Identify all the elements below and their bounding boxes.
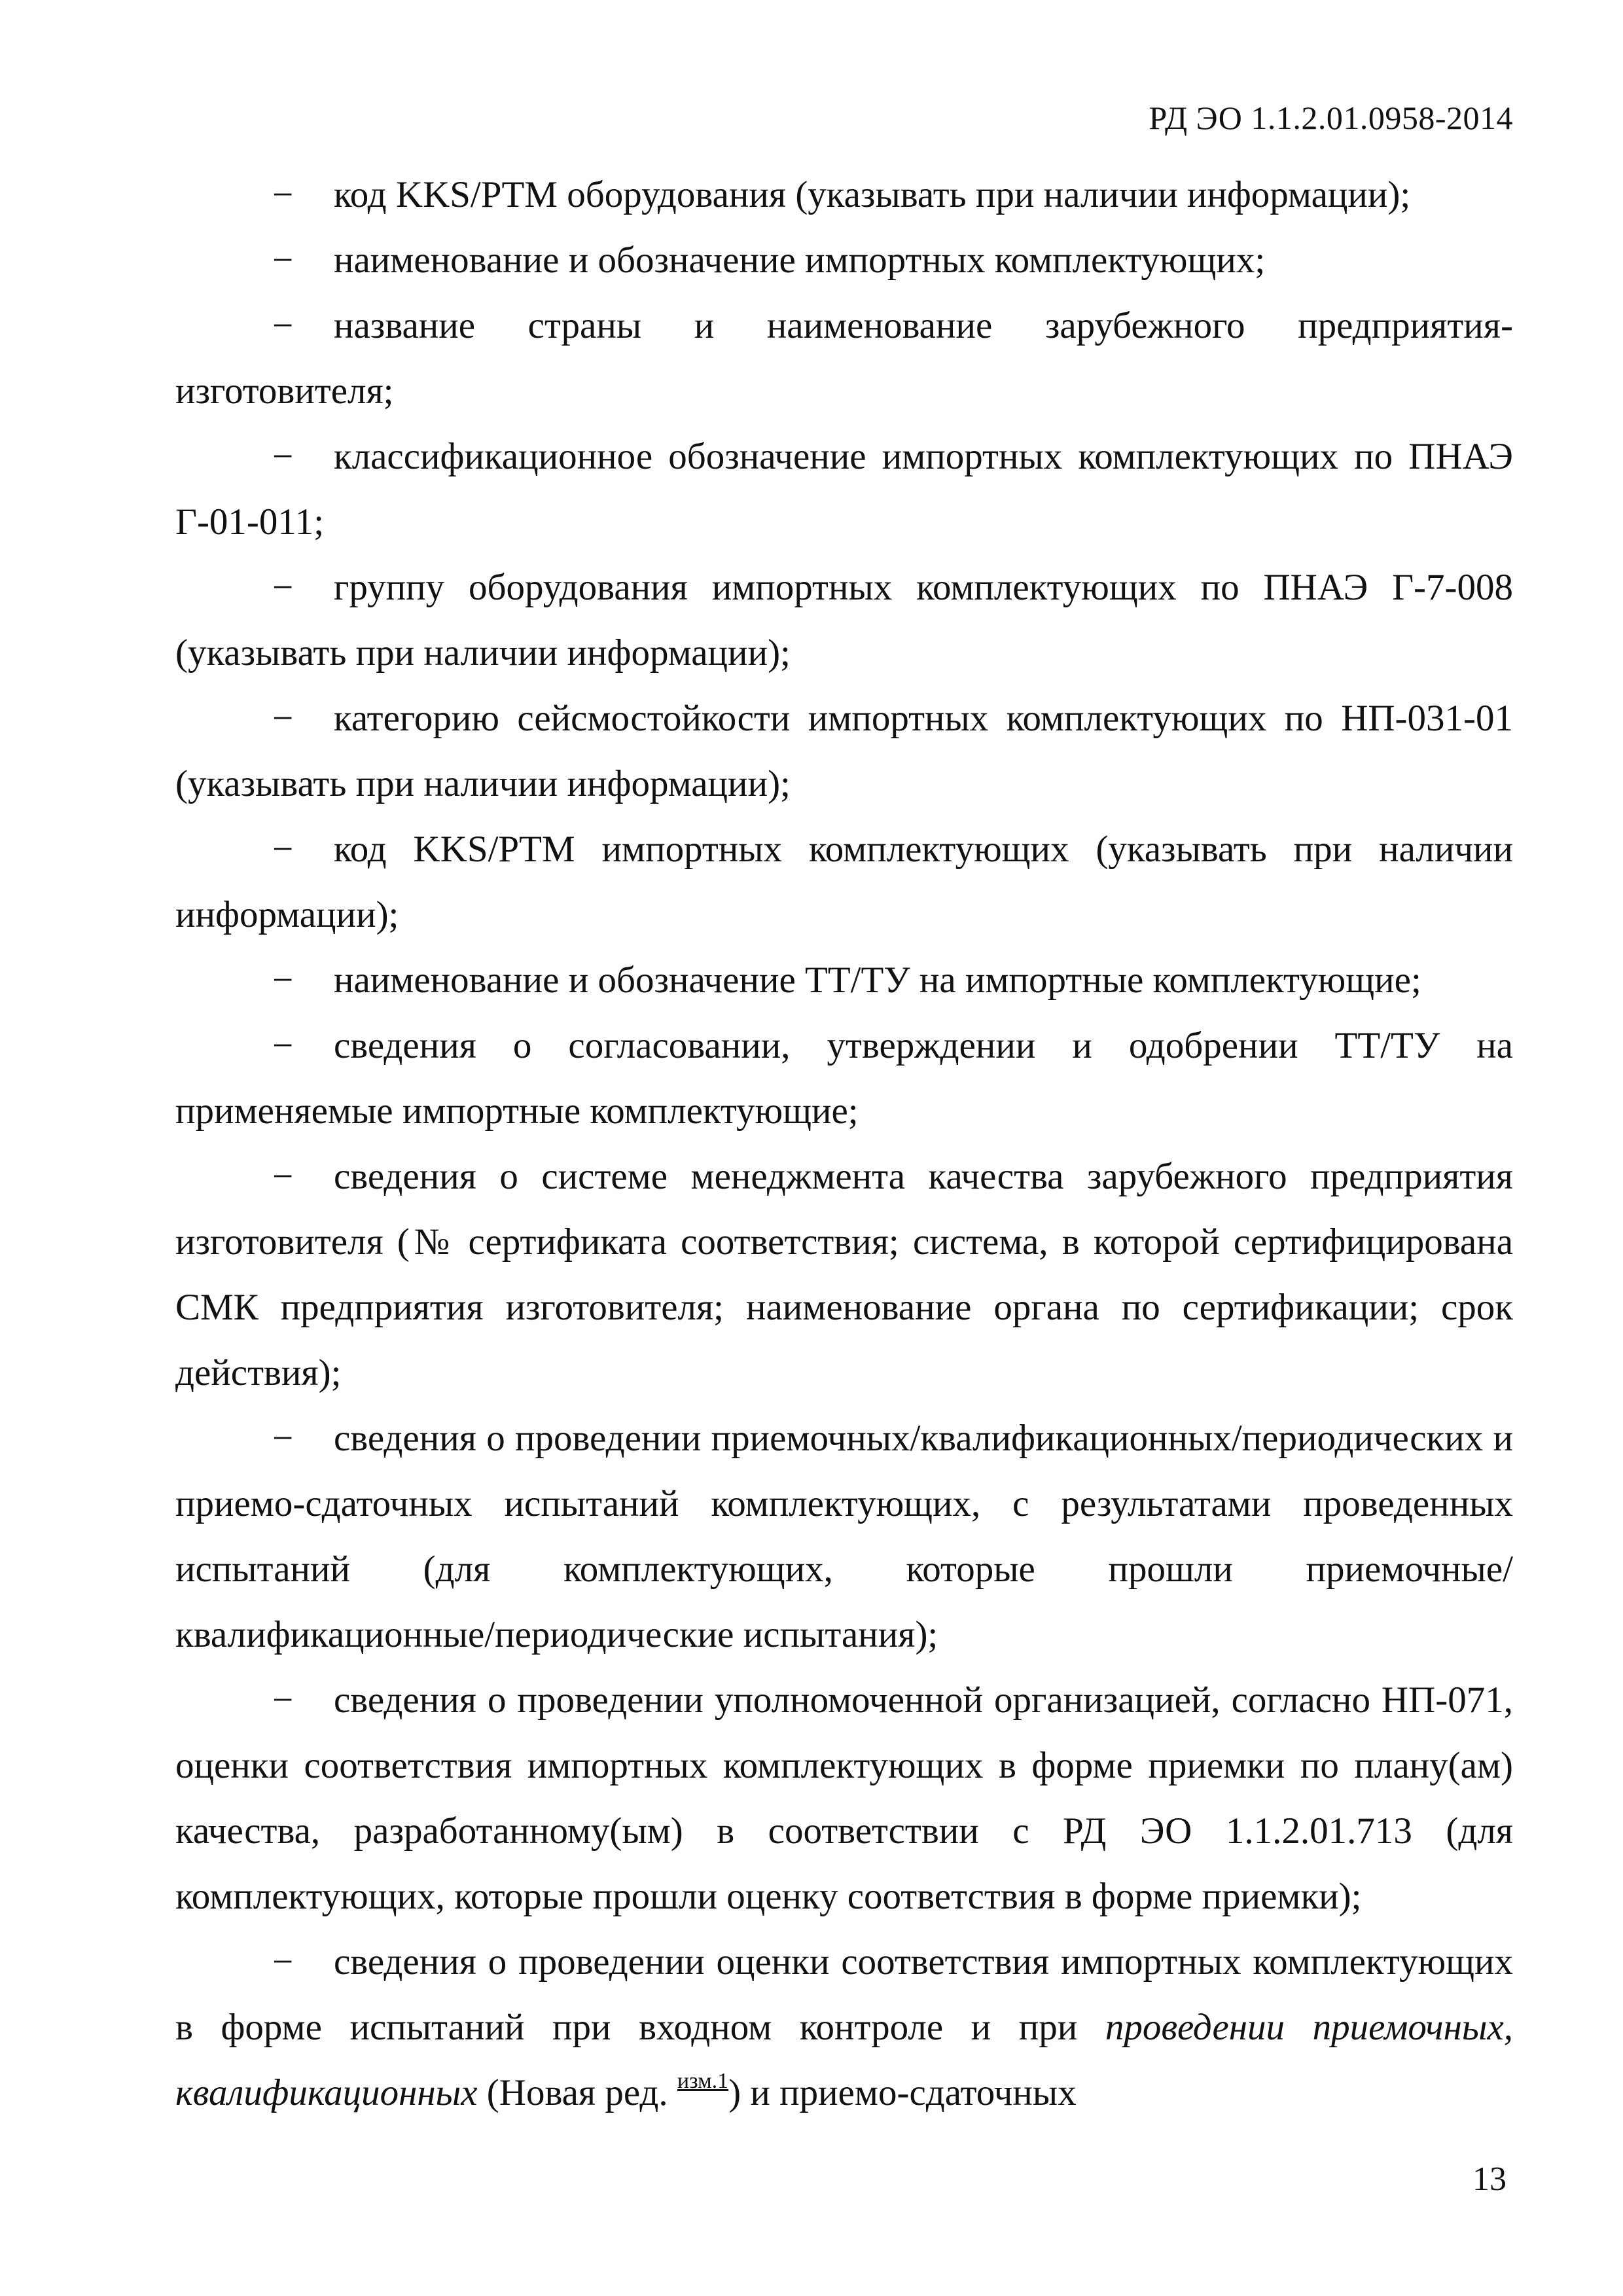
list-item xyxy=(175,686,1513,817)
list-item-text: сведения о проведении уполномоченной организацией, согласно НП-071, оценки соответствия импортных комплектующих в форме приемки по плану(ам) качества, разработанному(ым) в соответствии с РД ЭО 1.1.2.01.713 (для комплектующих, которые прошли оценку соответствия в форме приемки); xyxy=(175,1679,1513,1917)
dash-marker: − xyxy=(272,1156,294,1197)
document-body xyxy=(175,162,1513,2126)
italic-amended-text: проведении приемочных, квалификационных xyxy=(175,2007,1513,2113)
list-item-text: сведения о согласовании, утверждении и одобрении ТТ/ТУ на применяемые импортные комплектующие; xyxy=(175,1025,1513,1132)
list-item-text: категорию сейсмостойкости импортных комплектующих по НП-031-01 (указывать при наличии информации); xyxy=(175,698,1513,804)
list-item xyxy=(175,162,1513,228)
list-item-text: классификационное обозначение импортных комплектующих по ПНАЭ Г-01-011; xyxy=(175,436,1513,543)
list-item-text: сведения о проведении оценки соответствия импортных комплектующих в форме испытаний при входном контроле и при xyxy=(175,1941,1513,2048)
list-item xyxy=(175,1144,1513,1406)
list-item xyxy=(175,1406,1513,1668)
dash-marker: − xyxy=(272,174,294,215)
dash-marker: − xyxy=(272,1418,294,1459)
list-item-text: наименование и обозначение ТТ/ТУ на импортные комплектующие; xyxy=(334,960,1421,1001)
list-item-text: название страны и наименование зарубежного предприятия-изготовителя; xyxy=(175,305,1513,412)
list-item-text: наименование и обозначение импортных комплектующих; xyxy=(334,240,1266,281)
dash-marker: − xyxy=(272,960,294,1001)
page-number: 13 xyxy=(1472,2161,1507,2198)
dash-marker: − xyxy=(272,567,294,608)
dash-marker: − xyxy=(272,1941,294,1982)
dash-marker: − xyxy=(272,829,294,870)
list-item xyxy=(175,1668,1513,1929)
dash-marker: − xyxy=(272,305,294,346)
list-item xyxy=(175,948,1513,1013)
amendment-link[interactable]: изм.1 xyxy=(677,2069,729,2093)
list-item-text-end: и приемо-сдаточных xyxy=(741,2072,1077,2113)
dash-marker: − xyxy=(272,436,294,477)
amendment-note-open: (Новая ред. xyxy=(477,2072,677,2113)
list-item xyxy=(175,293,1513,424)
list-item-text: код KKS/PTM импортных комплектующих (указывать при наличии информации); xyxy=(175,829,1513,935)
list-item-text: группу оборудования импортных комплектующих по ПНАЭ Г-7-008 (указывать при наличии информации); xyxy=(175,567,1513,673)
list-item xyxy=(175,424,1513,555)
list-item xyxy=(175,555,1513,686)
list-item-last xyxy=(175,1929,1513,2126)
list-item-text: сведения о проведении приемочных/квалификационных/периодических и приемо-сдаточных испытаний комплектующих, с результатами проведенных испытаний (для комплектующих, которые прошли приемочные/ квалификационные/периодические испытания); xyxy=(175,1418,1513,1655)
amendment-note-close: ) xyxy=(728,2072,741,2113)
dash-marker: − xyxy=(272,1679,294,1721)
list-item xyxy=(175,817,1513,948)
list-item xyxy=(175,1013,1513,1144)
list-item-text: сведения о системе менеджмента качества зарубежного предприятия изготовителя (№ сертификата соответствия; система, в которой сертифицирована СМК предприятия изготовителя; наименование органа по сертификации; срок действия); xyxy=(175,1156,1513,1393)
document-code-header: РД ЭО 1.1.2.01.0958-2014 xyxy=(1149,99,1513,136)
dash-marker: − xyxy=(272,698,294,739)
list-item xyxy=(175,228,1513,293)
dash-marker: − xyxy=(272,1025,294,1066)
list-item-text: код KKS/PTM оборудования (указывать при наличии информации); xyxy=(334,174,1411,215)
dash-marker: − xyxy=(272,240,294,281)
